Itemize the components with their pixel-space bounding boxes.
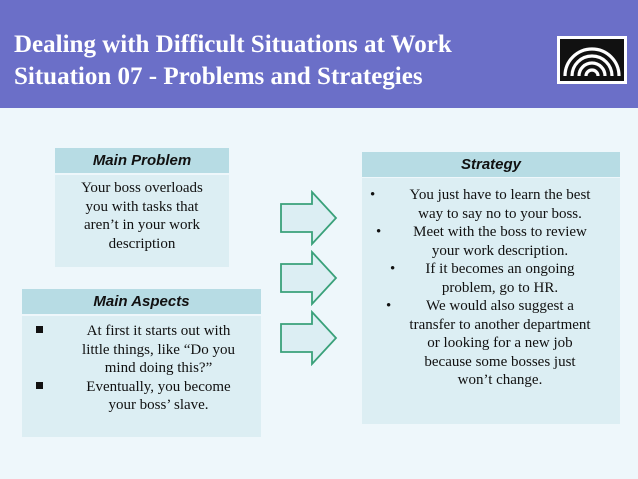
title-banner [0, 0, 638, 108]
main-aspects-body [22, 316, 261, 437]
strategy-line: transfer to another department [409, 316, 591, 333]
main-aspects-line: Eventually, you become [86, 378, 231, 395]
main-aspects-item [22, 322, 261, 378]
bullet-dot-icon: • [390, 261, 396, 277]
strategy-item [362, 297, 620, 390]
main-problem-line: aren’t in your work [84, 217, 200, 233]
bullet-dot-icon: • [370, 187, 376, 203]
main-aspects-line: At first it starts out with [86, 323, 231, 339]
main-problem-line: description [108, 235, 176, 252]
right-arrow-icon [280, 190, 338, 246]
right-arrow-icon [280, 310, 338, 366]
strategy-body [362, 178, 620, 424]
strategy-heading: Strategy [362, 152, 620, 177]
main-aspects-item [22, 378, 261, 415]
strategy-line: because some bosses just [424, 353, 576, 370]
strategy-line: way to say no to your boss. [418, 205, 582, 222]
main-aspects-line: your boss’ slave. [108, 397, 209, 413]
main-problem-line: you with tasks that [85, 198, 199, 215]
bullet-dot-icon: • [376, 224, 382, 240]
strategy-line: or looking for a new job [427, 335, 573, 351]
right-arrow-icon [280, 250, 338, 306]
main-aspects-line: little things, like “Do you [82, 341, 235, 358]
main-problem-heading: Main Problem [55, 148, 229, 173]
square-bullet-icon [36, 326, 43, 333]
page-title-line-2: Situation 07 - Problems and Strategies [14, 63, 423, 90]
strategy-item [362, 223, 620, 260]
strategy-item [362, 260, 620, 297]
strategy-line: We would also suggest a [426, 298, 574, 314]
strategy-line: problem, go to HR. [441, 279, 559, 296]
strategy-line: your work description. [431, 242, 569, 259]
main-problem-line: Your boss overloads [81, 180, 203, 196]
strategy-line: You just have to learn the best [409, 187, 591, 203]
main-problem-body [55, 175, 229, 267]
strategy-line: If it becomes an ongoing [425, 261, 575, 277]
main-aspects-heading: Main Aspects [22, 289, 261, 314]
strategy-item [362, 186, 620, 223]
strategy-line: Meet with the boss to review [413, 224, 587, 240]
bullet-dot-icon: • [386, 298, 392, 314]
strategy-line: won’t change. [457, 372, 543, 388]
concentric-arcs-logo-icon [557, 36, 627, 84]
page-title-line-1: Dealing with Difficult Situations at Work [14, 31, 452, 58]
main-aspects-line: mind doing this?” [104, 360, 213, 376]
square-bullet-icon [36, 382, 43, 389]
